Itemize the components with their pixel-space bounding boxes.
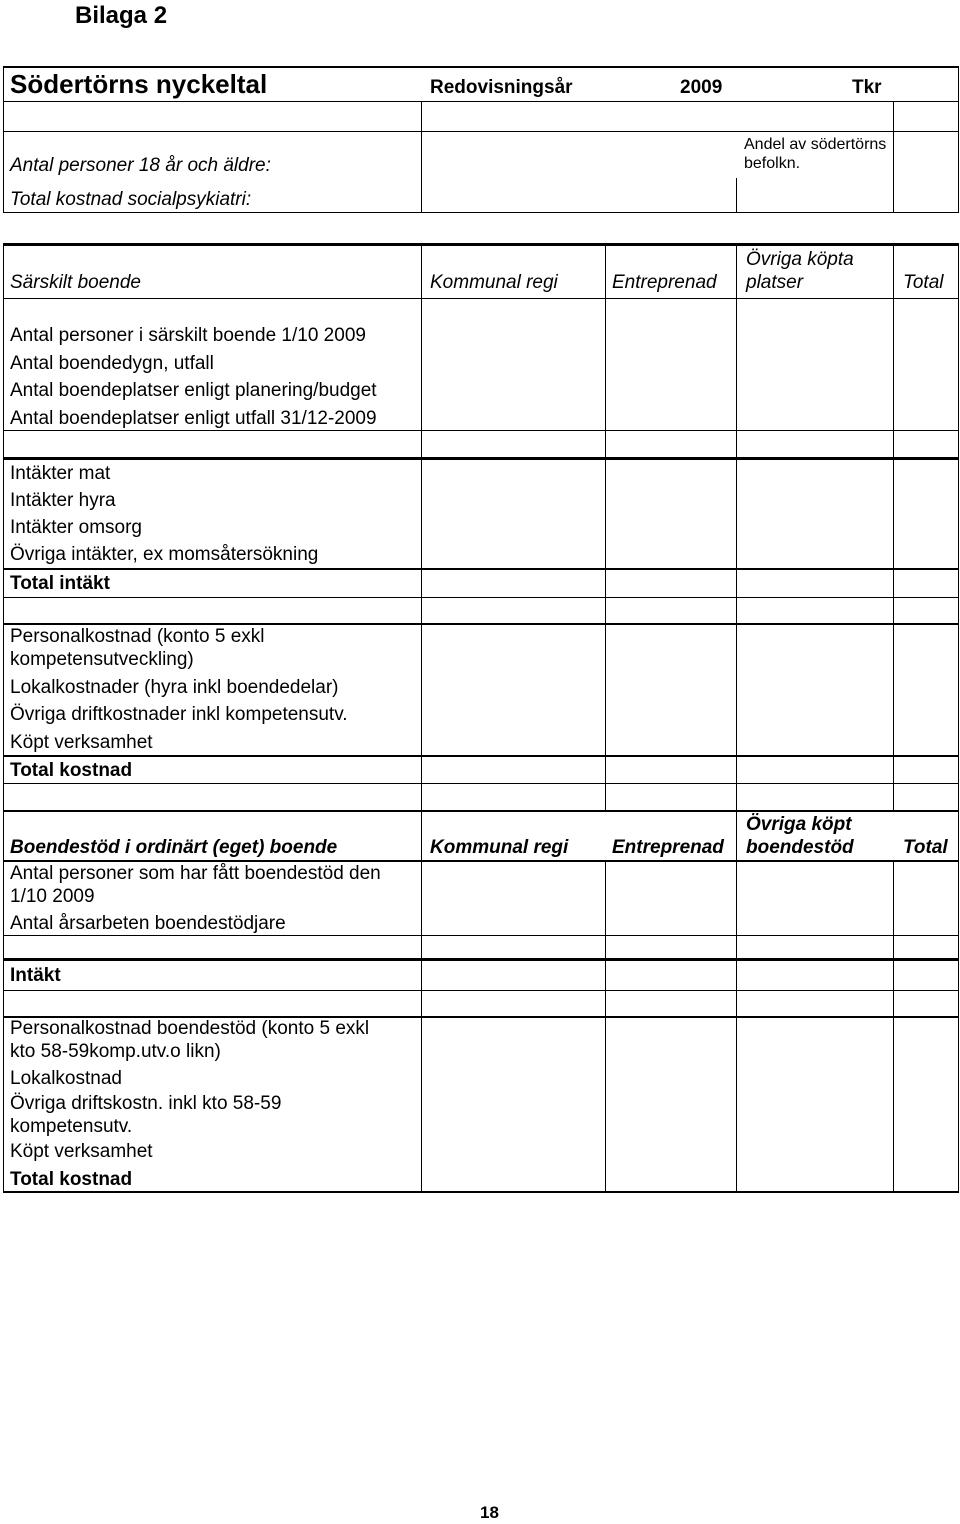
section2-col-entreprenad: Entreprenad: [612, 837, 724, 858]
row-purchased-services: Köpt verksamhet: [10, 732, 153, 753]
appendix-title: Bilaga 2: [75, 2, 168, 29]
row-support-total-cost: Total kostnad: [10, 1169, 133, 1190]
year-label: Redovisningsår: [430, 77, 573, 98]
row-personnel-cost-line2: kompetensutveckling): [10, 649, 194, 670]
row-support-other-line2: kompetensutv.: [10, 1116, 133, 1137]
row-persons-special-housing: Antal personer i särskilt boende 1/10 2009: [10, 325, 366, 346]
row-support-staff: Antal årsarbeten boendestödjare: [10, 913, 286, 934]
row-total-income: Total intäkt: [10, 573, 110, 594]
row-places-budget: Antal boendeplatser enligt planering/budget: [10, 380, 377, 401]
row-support-persons-line1: Antal personer som har fått boendestöd den: [10, 863, 381, 884]
row-housing-days: Antal boendedygn, utfall: [10, 353, 214, 374]
section1-title: Särskilt boende: [10, 272, 141, 293]
section1-col-total: Total: [903, 272, 944, 293]
row-income-food: Intäkter mat: [10, 463, 111, 484]
section1-col-ovriga-line1: Övriga köpta: [746, 249, 854, 270]
row-support-personnel-line1: Personalkostnad boendestöd (konto 5 exkl: [10, 1018, 370, 1039]
section2-col-ovriga-line1: Övriga köpt: [746, 814, 852, 835]
population-share-label: Andel av södertörns befolkn.: [744, 136, 887, 172]
row-support-purchased: Köpt verksamhet: [10, 1141, 153, 1162]
page-number: 18: [480, 1503, 499, 1522]
row-income-other: Övriga intäkter, ex momsåtersökning: [10, 544, 319, 565]
total-cost-label: Total kostnad socialpsykiatri:: [10, 189, 252, 210]
persons-label: Antal personer 18 år och äldre:: [10, 155, 271, 176]
row-support-premises: Lokalkostnad: [10, 1068, 122, 1089]
section1-col-entreprenad: Entreprenad: [612, 272, 717, 293]
section2-title: Boendestöd i ordinärt (eget) boende: [10, 837, 338, 858]
section2-col-total: Total: [903, 837, 948, 858]
row-income-rent: Intäkter hyra: [10, 490, 116, 511]
row-premises-cost: Lokalkostnader (hyra inkl boendedelar): [10, 677, 339, 698]
section2-col-kommunal: Kommunal regi: [430, 837, 569, 858]
section1-col-kommunal: Kommunal regi: [430, 272, 558, 293]
row-places-outcome: Antal boendeplatser enligt utfall 31/12-2009: [10, 408, 377, 429]
row-personnel-cost-line1: Personalkostnad (konto 5 exkl: [10, 626, 265, 647]
row-support-other-line1: Övriga driftskostn. inkl kto 58-59: [10, 1093, 282, 1114]
section2-col-ovriga-line2: boendestöd: [746, 837, 854, 858]
section1-col-ovriga-line2: platser: [746, 272, 804, 293]
row-support-persons-line2: 1/10 2009: [10, 886, 95, 907]
row-total-cost: Total kostnad: [10, 760, 133, 781]
row-support-personnel-line2: kto 58-59komp.utv.o likn): [10, 1041, 221, 1062]
unit-label: Tkr: [852, 77, 882, 98]
year-value: 2009: [680, 77, 723, 98]
page-title: Södertörns nyckeltal: [10, 69, 268, 99]
row-income-care: Intäkter omsorg: [10, 517, 142, 538]
row-support-income: Intäkt: [10, 965, 61, 986]
row-other-operating-cost: Övriga driftkostnader inkl kompetensutv.: [10, 704, 348, 725]
